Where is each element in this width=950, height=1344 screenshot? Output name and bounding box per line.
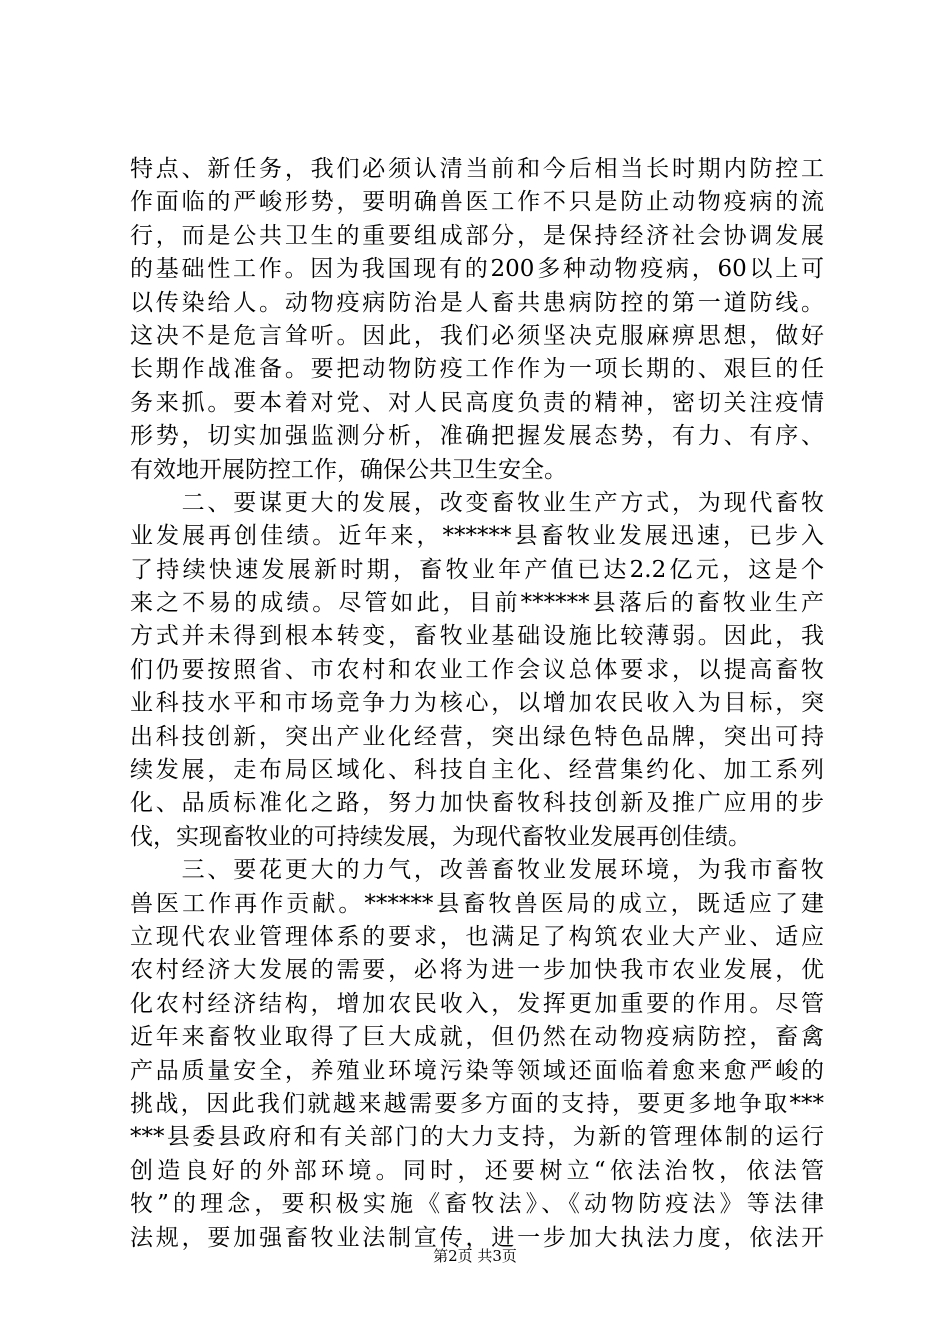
- text-line: 产品质量安全，养殖业环境污染等领域还面临着愈来愈严峻的: [130, 1057, 824, 1084]
- text-line: 以传染给人。动物疫病防治是人畜共患病防控的第一道防线。: [130, 289, 824, 316]
- text-line: 创造良好的外部环境。同时，还要树立“依法治牧，依法管: [130, 1157, 824, 1184]
- text-line: 方式并未得到根本转变，畜牧业基础设施比较薄弱。因此，我: [130, 623, 824, 650]
- text-line: 挑战，因此我们就越来越需要多方面的支持，要更多地争取***: [130, 1090, 824, 1117]
- text-line: 业科技水平和市场竞争力为核心，以增加农民收入为目标，突: [130, 690, 824, 717]
- page-number-footer: 第2页 共3页: [433, 1247, 517, 1265]
- text-line: 兽医工作再作贡献。******县畜牧兽医局的成立，既适应了建: [130, 890, 824, 917]
- text-line: 出科技创新，突出产业化经营，突出绿色特色品牌，突出可持: [130, 723, 824, 750]
- text-line: 近年来畜牧业取得了巨大成就，但仍然在动物疫病防控，畜禽: [130, 1024, 824, 1051]
- text-line: 牧”的理念，要积极实施《畜牧法》、《动物防疫法》等法律: [130, 1191, 824, 1218]
- text-line: 法规，要加强畜牧业法制宣传，进一步加大执法力度，依法开: [130, 1224, 824, 1251]
- text-line: 伐，实现畜牧业的可持续发展，为现代畜牧业发展再创佳绩。: [130, 823, 751, 850]
- text-line: 们仍要按照省、市农村和农业工作会议总体要求，以提高畜牧: [130, 656, 824, 683]
- text-line: 立现代农业管理体系的要求，也满足了构筑农业大产业、适应: [130, 923, 824, 950]
- text-line: 长期作战准备。要把动物防疫工作作为一项长期的、艰巨的任: [130, 356, 824, 383]
- text-line: 行，而是公共卫生的重要组成部分，是保持经济社会协调发展: [130, 222, 824, 249]
- text-line: 三、要花更大的力气，改善畜牧业发展环境，为我市畜牧: [130, 857, 824, 884]
- text-line: 形势，切实加强监测分析，准确把握发展态势，有力、有序、: [130, 423, 824, 450]
- text-line: 续发展，走布局区域化、科技自主化、经营集约化、加工系列: [130, 757, 824, 784]
- text-line: 有效地开展防控工作，确保公共卫生安全。: [130, 456, 567, 483]
- text-line: 农村经济大发展的需要，必将为进一步加快我市农业发展，优: [130, 957, 824, 984]
- text-line: 的基础性工作。因为我国现有的200多种动物疫病，60以上可: [130, 256, 824, 283]
- text-line: 了持续快速发展新时期，畜牧业年产值已达2.2亿元，这是个: [130, 556, 824, 583]
- text-line: 化、品质标准化之路，努力加快畜牧科技创新及推广应用的步: [130, 790, 824, 817]
- text-line: 来之不易的成绩。尽管如此，目前******县落后的畜牧业生产: [130, 590, 824, 617]
- text-line: ***县委县政府和有关部门的大力支持，为新的管理体制的运行: [130, 1124, 824, 1151]
- text-line: 务来抓。要本着对党、对人民高度负责的精神，密切关注疫情: [130, 389, 824, 416]
- text-line: 特点、新任务，我们必须认清当前和今后相当长时期内防控工: [130, 156, 824, 182]
- text-line: 作面临的严峻形势，要明确兽医工作不只是防止动物疫病的流: [130, 189, 824, 216]
- text-line: 业发展再创佳绩。近年来，******县畜牧业发展迅速，已步入: [130, 523, 824, 550]
- text-line: 二、要谋更大的发展，改变畜牧业生产方式，为现代畜牧: [130, 489, 824, 516]
- document-body: [130, 153, 824, 1255]
- text-line: 这决不是危言耸听。因此，我们必须坚决克服麻痹思想，做好: [130, 322, 824, 349]
- text-line: 化农村经济结构，增加农民收入，发挥更加重要的作用。尽管: [130, 990, 824, 1017]
